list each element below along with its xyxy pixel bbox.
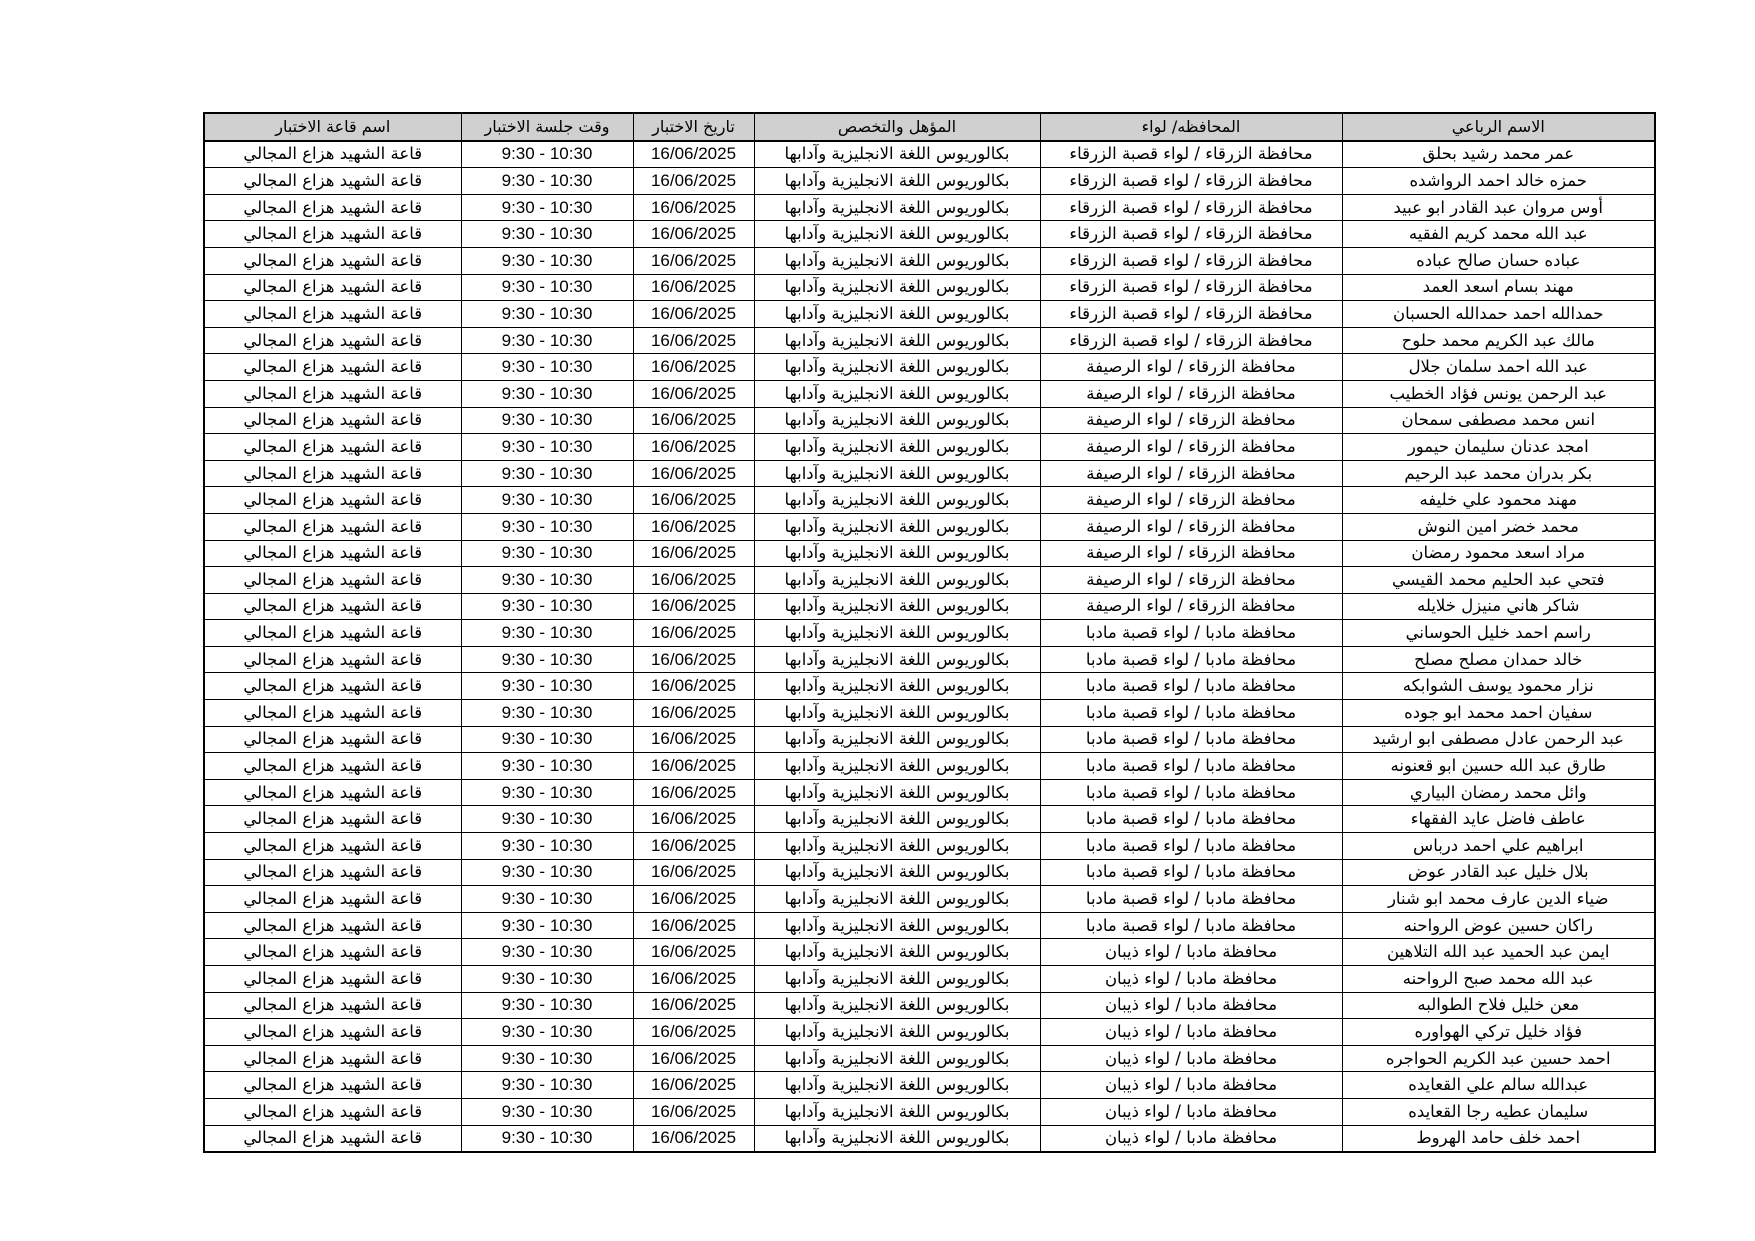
cell-governorate: محافظة الزرقاء / لواء قصبة الزرقاء [1040, 327, 1342, 354]
cell-exam-date: 16/06/2025 [633, 354, 754, 381]
table-row [204, 833, 1655, 860]
cell-exam-time: 9:30 - 10:30 [461, 221, 633, 248]
cell-qualification: بكالوريوس اللغة الانجليزية وآدابها [754, 1125, 1040, 1152]
cell-qualification: بكالوريوس اللغة الانجليزية وآدابها [754, 540, 1040, 567]
cell-governorate: محافظة الزرقاء / لواء قصبة الزرقاء [1040, 301, 1342, 328]
cell-exam-hall: قاعة الشهيد هزاع المجالي [204, 354, 461, 381]
cell-exam-time: 9:30 - 10:30 [461, 939, 633, 966]
table-row [204, 1045, 1655, 1072]
cell-exam-time: 9:30 - 10:30 [461, 407, 633, 434]
cell-exam-date: 16/06/2025 [633, 620, 754, 647]
table-row [204, 646, 1655, 673]
cell-exam-hall: قاعة الشهيد هزاع المجالي [204, 1045, 461, 1072]
cell-exam-date: 16/06/2025 [633, 726, 754, 753]
cell-full-name: ابراهيم علي احمد درباس [1342, 833, 1655, 860]
table-row [204, 912, 1655, 939]
cell-full-name: عبدالله سالم علي القعايده [1342, 1072, 1655, 1099]
cell-full-name: بكر بدران محمد عبد الرحيم [1342, 460, 1655, 487]
cell-qualification: بكالوريوس اللغة الانجليزية وآدابها [754, 1072, 1040, 1099]
cell-governorate: محافظة الزرقاء / لواء الرصيفة [1040, 487, 1342, 514]
cell-governorate: محافظة مادبا / لواء قصبة مادبا [1040, 726, 1342, 753]
cell-governorate: محافظة مادبا / لواء ذيبان [1040, 1072, 1342, 1099]
cell-governorate: محافظة مادبا / لواء ذيبان [1040, 1125, 1342, 1152]
table-row [204, 194, 1655, 221]
cell-exam-time: 9:30 - 10:30 [461, 1098, 633, 1125]
cell-exam-date: 16/06/2025 [633, 460, 754, 487]
cell-qualification: بكالوريوس اللغة الانجليزية وآدابها [754, 1019, 1040, 1046]
cell-exam-time: 9:30 - 10:30 [461, 620, 633, 647]
table-row [204, 593, 1655, 620]
cell-full-name: امجد عدنان سليمان حيمور [1342, 434, 1655, 461]
cell-exam-hall: قاعة الشهيد هزاع المجالي [204, 966, 461, 993]
cell-exam-date: 16/06/2025 [633, 407, 754, 434]
cell-exam-time: 9:30 - 10:30 [461, 1045, 633, 1072]
cell-exam-hall: قاعة الشهيد هزاع المجالي [204, 540, 461, 567]
cell-full-name: مالك عبد الكريم محمد حلوح [1342, 327, 1655, 354]
table-row [204, 700, 1655, 727]
cell-governorate: محافظة الزرقاء / لواء قصبة الزرقاء [1040, 221, 1342, 248]
cell-exam-hall: قاعة الشهيد هزاع المجالي [204, 274, 461, 301]
cell-exam-hall: قاعة الشهيد هزاع المجالي [204, 806, 461, 833]
cell-exam-date: 16/06/2025 [633, 673, 754, 700]
cell-exam-time: 9:30 - 10:30 [461, 380, 633, 407]
cell-full-name: احمد خلف حامد الهروط [1342, 1125, 1655, 1152]
cell-governorate: محافظة مادبا / لواء قصبة مادبا [1040, 859, 1342, 886]
cell-governorate: محافظة مادبا / لواء قصبة مادبا [1040, 646, 1342, 673]
cell-governorate: محافظة الزرقاء / لواء الرصيفة [1040, 354, 1342, 381]
cell-governorate: محافظة الزرقاء / لواء قصبة الزرقاء [1040, 168, 1342, 195]
cell-exam-time: 9:30 - 10:30 [461, 487, 633, 514]
table-row [204, 966, 1655, 993]
cell-exam-time: 9:30 - 10:30 [461, 567, 633, 594]
cell-full-name: عبد الله محمد كريم الفقيه [1342, 221, 1655, 248]
cell-exam-date: 16/06/2025 [633, 779, 754, 806]
cell-exam-date: 16/06/2025 [633, 1072, 754, 1099]
table-row [204, 274, 1655, 301]
cell-governorate: محافظة مادبا / لواء قصبة مادبا [1040, 833, 1342, 860]
cell-qualification: بكالوريوس اللغة الانجليزية وآدابها [754, 141, 1040, 168]
cell-qualification: بكالوريوس اللغة الانجليزية وآدابها [754, 859, 1040, 886]
cell-full-name: حمزه خالد احمد الرواشده [1342, 168, 1655, 195]
cell-exam-time: 9:30 - 10:30 [461, 194, 633, 221]
cell-exam-date: 16/06/2025 [633, 939, 754, 966]
cell-exam-time: 9:30 - 10:30 [461, 992, 633, 1019]
cell-exam-date: 16/06/2025 [633, 593, 754, 620]
cell-full-name: محمد خضر امين النوش [1342, 513, 1655, 540]
table-row [204, 886, 1655, 913]
cell-exam-time: 9:30 - 10:30 [461, 168, 633, 195]
table-row [204, 221, 1655, 248]
cell-qualification: بكالوريوس اللغة الانجليزية وآدابها [754, 301, 1040, 328]
cell-exam-date: 16/06/2025 [633, 753, 754, 780]
cell-exam-time: 9:30 - 10:30 [461, 513, 633, 540]
table-row [204, 301, 1655, 328]
cell-full-name: معن خليل فلاح الطوالبه [1342, 992, 1655, 1019]
cell-exam-hall: قاعة الشهيد هزاع المجالي [204, 380, 461, 407]
header-exam-date: تاريخ الاختبار [633, 113, 754, 141]
cell-exam-time: 9:30 - 10:30 [461, 434, 633, 461]
cell-exam-hall: قاعة الشهيد هزاع المجالي [204, 726, 461, 753]
table-row [204, 168, 1655, 195]
table-row [204, 673, 1655, 700]
table-row [204, 620, 1655, 647]
exam-schedule-table [203, 112, 1656, 1153]
cell-qualification: بكالوريوس اللغة الانجليزية وآدابها [754, 460, 1040, 487]
exam-schedule-sheet [203, 112, 1654, 1153]
table-row [204, 753, 1655, 780]
cell-qualification: بكالوريوس اللغة الانجليزية وآدابها [754, 646, 1040, 673]
table-row [204, 380, 1655, 407]
cell-governorate: محافظة الزرقاء / لواء قصبة الزرقاء [1040, 194, 1342, 221]
table-row [204, 806, 1655, 833]
cell-governorate: محافظة مادبا / لواء قصبة مادبا [1040, 806, 1342, 833]
cell-qualification: بكالوريوس اللغة الانجليزية وآدابها [754, 168, 1040, 195]
cell-full-name: عبد الرحمن عادل مصطفى ابو ارشيد [1342, 726, 1655, 753]
cell-governorate: محافظة مادبا / لواء قصبة مادبا [1040, 673, 1342, 700]
cell-exam-time: 9:30 - 10:30 [461, 966, 633, 993]
cell-exam-date: 16/06/2025 [633, 380, 754, 407]
cell-exam-time: 9:30 - 10:30 [461, 327, 633, 354]
cell-exam-hall: قاعة الشهيد هزاع المجالي [204, 992, 461, 1019]
cell-exam-date: 16/06/2025 [633, 540, 754, 567]
cell-exam-time: 9:30 - 10:30 [461, 912, 633, 939]
cell-full-name: عبد الله محمد صبح الرواحنه [1342, 966, 1655, 993]
cell-full-name: فؤاد خليل تركي الهواوره [1342, 1019, 1655, 1046]
header-exam-hall: اسم قاعة الاختبار [204, 113, 461, 141]
cell-exam-date: 16/06/2025 [633, 194, 754, 221]
table-row [204, 407, 1655, 434]
table-row [204, 540, 1655, 567]
table-row [204, 1098, 1655, 1125]
cell-full-name: راسم احمد خليل الحوساني [1342, 620, 1655, 647]
header-qualification: المؤهل والتخصص [754, 113, 1040, 141]
cell-governorate: محافظة مادبا / لواء ذيبان [1040, 992, 1342, 1019]
cell-qualification: بكالوريوس اللغة الانجليزية وآدابها [754, 567, 1040, 594]
cell-exam-time: 9:30 - 10:30 [461, 806, 633, 833]
table-row [204, 513, 1655, 540]
cell-full-name: انس محمد مصطفى سمحان [1342, 407, 1655, 434]
cell-full-name: خالد حمدان مصلح مصلح [1342, 646, 1655, 673]
cell-exam-date: 16/06/2025 [633, 247, 754, 274]
cell-exam-date: 16/06/2025 [633, 301, 754, 328]
cell-governorate: محافظة مادبا / لواء قصبة مادبا [1040, 620, 1342, 647]
cell-exam-date: 16/06/2025 [633, 646, 754, 673]
cell-exam-time: 9:30 - 10:30 [461, 247, 633, 274]
table-body [204, 141, 1655, 1153]
cell-exam-date: 16/06/2025 [633, 859, 754, 886]
table-row [204, 992, 1655, 1019]
cell-governorate: محافظة مادبا / لواء ذيبان [1040, 1098, 1342, 1125]
table-row [204, 1125, 1655, 1152]
cell-exam-hall: قاعة الشهيد هزاع المجالي [204, 301, 461, 328]
cell-full-name: راكان حسين عوض الرواحنه [1342, 912, 1655, 939]
table-row [204, 726, 1655, 753]
table-header-row [204, 113, 1655, 141]
cell-governorate: محافظة مادبا / لواء قصبة مادبا [1040, 886, 1342, 913]
cell-qualification: بكالوريوس اللغة الانجليزية وآدابها [754, 487, 1040, 514]
cell-full-name: فتحي عبد الحليم محمد القيسي [1342, 567, 1655, 594]
cell-qualification: بكالوريوس اللغة الانجليزية وآدابها [754, 593, 1040, 620]
cell-governorate: محافظة مادبا / لواء قصبة مادبا [1040, 753, 1342, 780]
cell-governorate: محافظة مادبا / لواء ذيبان [1040, 1045, 1342, 1072]
cell-exam-time: 9:30 - 10:30 [461, 593, 633, 620]
cell-exam-date: 16/06/2025 [633, 487, 754, 514]
cell-qualification: بكالوريوس اللغة الانجليزية وآدابها [754, 221, 1040, 248]
cell-exam-time: 9:30 - 10:30 [461, 700, 633, 727]
cell-full-name: حمدالله احمد حمدالله الحسبان [1342, 301, 1655, 328]
cell-exam-date: 16/06/2025 [633, 513, 754, 540]
cell-exam-hall: قاعة الشهيد هزاع المجالي [204, 593, 461, 620]
cell-exam-date: 16/06/2025 [633, 1098, 754, 1125]
cell-exam-hall: قاعة الشهيد هزاع المجالي [204, 407, 461, 434]
cell-qualification: بكالوريوس اللغة الانجليزية وآدابها [754, 700, 1040, 727]
cell-qualification: بكالوريوس اللغة الانجليزية وآدابها [754, 354, 1040, 381]
cell-qualification: بكالوريوس اللغة الانجليزية وآدابها [754, 779, 1040, 806]
cell-full-name: عبد الرحمن يونس فؤاد الخطيب [1342, 380, 1655, 407]
cell-exam-time: 9:30 - 10:30 [461, 646, 633, 673]
cell-exam-date: 16/06/2025 [633, 168, 754, 195]
cell-governorate: محافظة مادبا / لواء قصبة مادبا [1040, 700, 1342, 727]
cell-exam-hall: قاعة الشهيد هزاع المجالي [204, 939, 461, 966]
cell-exam-hall: قاعة الشهيد هزاع المجالي [204, 1098, 461, 1125]
cell-full-name: سفيان احمد محمد ابو جوده [1342, 700, 1655, 727]
table-row [204, 327, 1655, 354]
cell-exam-hall: قاعة الشهيد هزاع المجالي [204, 1072, 461, 1099]
cell-exam-hall: قاعة الشهيد هزاع المجالي [204, 886, 461, 913]
table-row [204, 1019, 1655, 1046]
cell-exam-hall: قاعة الشهيد هزاع المجالي [204, 859, 461, 886]
cell-exam-time: 9:30 - 10:30 [461, 460, 633, 487]
cell-exam-time: 9:30 - 10:30 [461, 540, 633, 567]
cell-qualification: بكالوريوس اللغة الانجليزية وآدابها [754, 939, 1040, 966]
cell-exam-hall: قاعة الشهيد هزاع المجالي [204, 194, 461, 221]
cell-exam-date: 16/06/2025 [633, 274, 754, 301]
cell-qualification: بكالوريوس اللغة الانجليزية وآدابها [754, 434, 1040, 461]
cell-exam-hall: قاعة الشهيد هزاع المجالي [204, 833, 461, 860]
cell-exam-time: 9:30 - 10:30 [461, 753, 633, 780]
cell-full-name: عباده حسان صالح عباده [1342, 247, 1655, 274]
cell-full-name: نزار محمود يوسف الشوابكه [1342, 673, 1655, 700]
cell-exam-hall: قاعة الشهيد هزاع المجالي [204, 673, 461, 700]
cell-exam-date: 16/06/2025 [633, 833, 754, 860]
cell-governorate: محافظة الزرقاء / لواء الرصيفة [1040, 460, 1342, 487]
cell-exam-time: 9:30 - 10:30 [461, 859, 633, 886]
cell-qualification: بكالوريوس اللغة الانجليزية وآدابها [754, 194, 1040, 221]
cell-exam-hall: قاعة الشهيد هزاع المجالي [204, 1125, 461, 1152]
cell-exam-hall: قاعة الشهيد هزاع المجالي [204, 700, 461, 727]
cell-exam-hall: قاعة الشهيد هزاع المجالي [204, 646, 461, 673]
cell-exam-date: 16/06/2025 [633, 1019, 754, 1046]
cell-governorate: محافظة الزرقاء / لواء الرصيفة [1040, 380, 1342, 407]
cell-exam-time: 9:30 - 10:30 [461, 833, 633, 860]
cell-governorate: محافظة الزرقاء / لواء قصبة الزرقاء [1040, 247, 1342, 274]
cell-exam-hall: قاعة الشهيد هزاع المجالي [204, 460, 461, 487]
cell-exam-date: 16/06/2025 [633, 141, 754, 168]
cell-exam-hall: قاعة الشهيد هزاع المجالي [204, 779, 461, 806]
table-row [204, 434, 1655, 461]
cell-full-name: احمد حسين عبد الكريم الحواجره [1342, 1045, 1655, 1072]
cell-full-name: وائل محمد رمضان البياري [1342, 779, 1655, 806]
cell-exam-hall: قاعة الشهيد هزاع المجالي [204, 221, 461, 248]
cell-exam-time: 9:30 - 10:30 [461, 274, 633, 301]
cell-governorate: محافظة الزرقاء / لواء الرصيفة [1040, 434, 1342, 461]
cell-qualification: بكالوريوس اللغة الانجليزية وآدابها [754, 620, 1040, 647]
table-row [204, 460, 1655, 487]
cell-full-name: مهند محمود علي خليفه [1342, 487, 1655, 514]
cell-exam-time: 9:30 - 10:30 [461, 1072, 633, 1099]
cell-exam-date: 16/06/2025 [633, 221, 754, 248]
cell-governorate: محافظة مادبا / لواء ذيبان [1040, 1019, 1342, 1046]
table-row [204, 1072, 1655, 1099]
cell-exam-hall: قاعة الشهيد هزاع المجالي [204, 513, 461, 540]
cell-qualification: بكالوريوس اللغة الانجليزية وآدابها [754, 912, 1040, 939]
cell-full-name: مراد اسعد محمود رمضان [1342, 540, 1655, 567]
cell-exam-date: 16/06/2025 [633, 567, 754, 594]
cell-governorate: محافظة الزرقاء / لواء قصبة الزرقاء [1040, 141, 1342, 168]
cell-full-name: ضياء الدين عارف محمد ابو شنار [1342, 886, 1655, 913]
cell-governorate: محافظة الزرقاء / لواء الرصيفة [1040, 540, 1342, 567]
cell-qualification: بكالوريوس اللغة الانجليزية وآدابها [754, 673, 1040, 700]
cell-exam-date: 16/06/2025 [633, 992, 754, 1019]
table-row [204, 247, 1655, 274]
cell-full-name: عمر محمد رشيد بحلق [1342, 141, 1655, 168]
cell-qualification: بكالوريوس اللغة الانجليزية وآدابها [754, 407, 1040, 434]
cell-full-name: أوس مروان عبد القادر ابو عبيد [1342, 194, 1655, 221]
cell-governorate: محافظة مادبا / لواء ذيبان [1040, 966, 1342, 993]
cell-full-name: مهند بسام اسعد العمد [1342, 274, 1655, 301]
cell-full-name: ايمن عبد الحميد عبد الله التلاهين [1342, 939, 1655, 966]
cell-governorate: محافظة الزرقاء / لواء الرصيفة [1040, 407, 1342, 434]
cell-exam-hall: قاعة الشهيد هزاع المجالي [204, 168, 461, 195]
cell-qualification: بكالوريوس اللغة الانجليزية وآدابها [754, 1098, 1040, 1125]
cell-qualification: بكالوريوس اللغة الانجليزية وآدابها [754, 992, 1040, 1019]
cell-qualification: بكالوريوس اللغة الانجليزية وآدابها [754, 886, 1040, 913]
cell-exam-hall: قاعة الشهيد هزاع المجالي [204, 620, 461, 647]
cell-exam-date: 16/06/2025 [633, 806, 754, 833]
cell-exam-time: 9:30 - 10:30 [461, 301, 633, 328]
header-governorate: المحافظه/ لواء [1040, 113, 1342, 141]
cell-qualification: بكالوريوس اللغة الانجليزية وآدابها [754, 1045, 1040, 1072]
cell-exam-time: 9:30 - 10:30 [461, 141, 633, 168]
cell-exam-time: 9:30 - 10:30 [461, 726, 633, 753]
cell-exam-hall: قاعة الشهيد هزاع المجالي [204, 141, 461, 168]
cell-exam-hall: قاعة الشهيد هزاع المجالي [204, 567, 461, 594]
table-row [204, 487, 1655, 514]
cell-governorate: محافظة الزرقاء / لواء قصبة الزرقاء [1040, 274, 1342, 301]
cell-qualification: بكالوريوس اللغة الانجليزية وآدابها [754, 513, 1040, 540]
cell-qualification: بكالوريوس اللغة الانجليزية وآدابها [754, 833, 1040, 860]
cell-exam-date: 16/06/2025 [633, 912, 754, 939]
cell-governorate: محافظة الزرقاء / لواء الرصيفة [1040, 513, 1342, 540]
cell-qualification: بكالوريوس اللغة الانجليزية وآدابها [754, 966, 1040, 993]
cell-qualification: بكالوريوس اللغة الانجليزية وآدابها [754, 753, 1040, 780]
cell-exam-hall: قاعة الشهيد هزاع المجالي [204, 434, 461, 461]
cell-qualification: بكالوريوس اللغة الانجليزية وآدابها [754, 327, 1040, 354]
cell-exam-date: 16/06/2025 [633, 700, 754, 727]
cell-full-name: طارق عبد الله حسين ابو قعنونه [1342, 753, 1655, 780]
cell-exam-date: 16/06/2025 [633, 966, 754, 993]
cell-exam-time: 9:30 - 10:30 [461, 1125, 633, 1152]
cell-exam-time: 9:30 - 10:30 [461, 354, 633, 381]
cell-governorate: محافظة مادبا / لواء قصبة مادبا [1040, 912, 1342, 939]
cell-exam-date: 16/06/2025 [633, 434, 754, 461]
table-row [204, 939, 1655, 966]
table-row [204, 354, 1655, 381]
cell-full-name: عبد الله احمد سلمان جلال [1342, 354, 1655, 381]
table-row [204, 779, 1655, 806]
cell-exam-time: 9:30 - 10:30 [461, 1019, 633, 1046]
cell-governorate: محافظة الزرقاء / لواء الرصيفة [1040, 593, 1342, 620]
cell-exam-time: 9:30 - 10:30 [461, 779, 633, 806]
cell-exam-time: 9:30 - 10:30 [461, 886, 633, 913]
cell-exam-hall: قاعة الشهيد هزاع المجالي [204, 327, 461, 354]
cell-exam-hall: قاعة الشهيد هزاع المجالي [204, 247, 461, 274]
cell-exam-time: 9:30 - 10:30 [461, 673, 633, 700]
cell-qualification: بكالوريوس اللغة الانجليزية وآدابها [754, 247, 1040, 274]
cell-qualification: بكالوريوس اللغة الانجليزية وآدابها [754, 380, 1040, 407]
cell-full-name: عاطف فاضل عايد الفقهاء [1342, 806, 1655, 833]
cell-exam-date: 16/06/2025 [633, 886, 754, 913]
cell-exam-date: 16/06/2025 [633, 1045, 754, 1072]
cell-full-name: بلال خليل عبد القادر عوض [1342, 859, 1655, 886]
cell-exam-hall: قاعة الشهيد هزاع المجالي [204, 912, 461, 939]
cell-qualification: بكالوريوس اللغة الانجليزية وآدابها [754, 806, 1040, 833]
table-row [204, 141, 1655, 168]
cell-exam-hall: قاعة الشهيد هزاع المجالي [204, 753, 461, 780]
table-row [204, 859, 1655, 886]
cell-governorate: محافظة مادبا / لواء ذيبان [1040, 939, 1342, 966]
header-full-name: الاسم الرباعي [1342, 113, 1655, 141]
cell-exam-hall: قاعة الشهيد هزاع المجالي [204, 487, 461, 514]
table-row [204, 567, 1655, 594]
cell-exam-hall: قاعة الشهيد هزاع المجالي [204, 1019, 461, 1046]
cell-exam-date: 16/06/2025 [633, 1125, 754, 1152]
cell-governorate: محافظة مادبا / لواء قصبة مادبا [1040, 779, 1342, 806]
cell-governorate: محافظة الزرقاء / لواء الرصيفة [1040, 567, 1342, 594]
cell-qualification: بكالوريوس اللغة الانجليزية وآدابها [754, 274, 1040, 301]
cell-exam-date: 16/06/2025 [633, 327, 754, 354]
cell-qualification: بكالوريوس اللغة الانجليزية وآدابها [754, 726, 1040, 753]
cell-full-name: شاكر هاني منيزل خلايله [1342, 593, 1655, 620]
cell-full-name: سليمان عطيه رجا القعايده [1342, 1098, 1655, 1125]
header-exam-time: وقت جلسة الاختبار [461, 113, 633, 141]
